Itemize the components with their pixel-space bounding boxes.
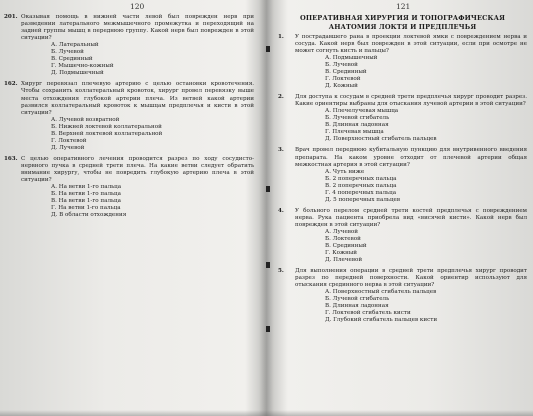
question-number: 2. — [278, 94, 284, 101]
answer-option: Б. 2 поперечных пальца — [325, 175, 397, 182]
question-number: 5. — [278, 268, 284, 275]
right-question-list — [278, 34, 527, 324]
answer-option: Д. Плечевой — [325, 257, 363, 264]
answer-option: Д. В области отхождения — [51, 212, 127, 219]
answer-option: Д. Поверхностный сгибатель пальцев — [325, 136, 437, 143]
answer-option: Г. На ветви 1-го пальца — [51, 205, 121, 212]
answer-option: Б. Лучевой сгибатель — [325, 115, 390, 122]
answer-options — [21, 42, 254, 77]
answer-option: Г. Кожный — [325, 250, 358, 257]
answer-option: Г. 4 поперечных пальца — [325, 189, 397, 196]
answer-option: Г. Локтевой сгибатель кисти — [325, 310, 411, 317]
answer-option: А. Чуть ниже — [325, 168, 365, 175]
answer-option: В. 2 поперечных пальца — [325, 182, 397, 189]
answer-options — [295, 108, 527, 143]
answer-option: В. На ветви 1-го пальца — [51, 198, 121, 205]
answer-option: Г. Плечевая мышца — [325, 129, 384, 136]
question-162 — [4, 81, 254, 151]
answer-option: А. Поверхностный сгибатель пальцев — [325, 289, 437, 296]
answer-option: Г. Локтевой — [51, 137, 87, 144]
question-4 — [278, 208, 527, 264]
answer-option: А. Плечелучевая мышца — [325, 108, 399, 115]
question-number: 4. — [278, 207, 284, 214]
question-number: 162. — [4, 81, 18, 88]
question-201 — [4, 14, 254, 77]
answer-option: А. Латеральный — [51, 42, 99, 49]
question-number: 1. — [278, 34, 284, 40]
question-text: Для доступа к сосудам в средней трети предплечья хирург проводит разрез. Какие ориентиры выбраны для отыскания лучевой артерии в этой ситуации? — [295, 94, 527, 108]
answer-option: В. Срединный — [51, 56, 93, 63]
answer-option: А. Лучевой — [325, 229, 359, 236]
answer-option: А. На ветви 1-го пальца — [51, 184, 122, 191]
question-text: Оказывая помощь в нижней части левой был поврежден нерв при разведении латерального межмышечного промежутка и переходящий на задней группы мышц в переднюю группу. Какой нерв был поврежден в этой ситуации? — [21, 14, 254, 42]
right-page — [270, 0, 533, 416]
answer-option: В. Верхней локтевой коллатеральной — [51, 130, 163, 137]
left-page-number: 120 — [130, 2, 145, 11]
answer-options — [295, 169, 527, 204]
answer-option: В. Срединный — [325, 69, 367, 76]
answer-option: В. Срединный — [325, 243, 367, 250]
answer-option: Г. Локтевой — [325, 76, 361, 83]
answer-option: Б. Нижней локтевой коллатеральной — [51, 123, 162, 130]
question-1 — [278, 34, 527, 90]
answer-option: Б. Локтевой — [325, 236, 361, 243]
question-5 — [278, 268, 527, 324]
answer-option: А. Лучевой возвратной — [51, 116, 120, 123]
answer-option: Б. Лучевой — [325, 62, 358, 69]
question-number: 201. — [4, 14, 18, 20]
answer-option: В. Длинная ладонная — [325, 122, 389, 129]
answer-options — [21, 184, 254, 219]
answer-option: Б. Лучевой сгибатель — [325, 296, 390, 303]
page-bottom-shadow — [0, 410, 533, 416]
question-163 — [4, 156, 254, 219]
answer-option: Д. Подмышечный — [51, 70, 104, 77]
question-3 — [278, 147, 527, 203]
question-number: 163. — [4, 155, 18, 162]
answer-option: Б. На ветви 1-го пальца — [51, 191, 121, 198]
left-page — [0, 0, 262, 416]
question-number: 3. — [278, 147, 284, 154]
answer-option: В. Длинная ладонная — [325, 303, 389, 310]
answer-options — [21, 117, 254, 152]
left-question-list — [4, 14, 254, 219]
question-text: Врач провел переднюю кубитальную пункцию для внутривенного введения препарата. На каком уровне отходит от плечевой артерии общая межкостная артерия в этой ситуации? — [295, 147, 527, 168]
answer-options — [295, 55, 527, 90]
answer-option: Д. Лучевой — [51, 144, 85, 151]
answer-option: Д. Кожный — [325, 83, 358, 90]
answer-option: А. Подмышечный — [325, 55, 378, 62]
answer-options — [295, 229, 527, 264]
question-text: У больного перелом средней трети костей предплечья с повреждением нерва. Рука пациента приобрела вид «висячей кисти». Какой нерв был поврежден в этой ситуации? — [295, 207, 527, 228]
answer-option: Б. Лучевой — [51, 49, 84, 56]
question-2 — [278, 94, 527, 143]
section-title: ОПЕРАТИВНАЯ ХИРУРГИЯ И ТОПОГРАФИЧЕСКАЯ АНАТОМИЯ ЛОКТЯ И ПРЕДПЛЕЧЬЯ — [299, 14, 506, 31]
question-text: Для выполнения операции в средней трети предплечья хирург проводит разрез по передней поверхности. Какой ориентир используют для отыскания срединного нерва в этой ситуации? — [295, 268, 527, 289]
question-text: У пострадавшего рана в проекции локтевой ямки с повреждением нерва и сосуда. Какой нерв был поврежден в этой ситуации, если при осмотре не может согнуть кисть и пальцы? — [295, 34, 527, 55]
right-page-number: 121 — [396, 2, 411, 11]
answer-option: Д. Глубокий сгибатель пальцев кисти — [325, 317, 438, 324]
answer-options — [295, 289, 527, 324]
answer-option: Г. Мышечно-кожный — [51, 63, 114, 70]
question-text: С целью оперативного лечения проводится разрез по ходу сосудисто-нервного пучка в средней трети плеча. На какие ветви следует обратить внимание хирургу, чтобы не повредить глубокую артерию плеча в этой ситуации? — [21, 155, 254, 184]
answer-option: Д. 5 поперечных пальцев — [325, 196, 400, 203]
question-text: Хирург перевязал плечевую артерию с целью остановки кровотечения. Чтобы сохранить коллатеральный кровоток, хирург провел перевязку выше места отхождения глубокой артерии плеча. Из ветвей какой артерии развился коллатеральный кровоток к мышцам предплечья и кисти в этой ситуации? — [21, 81, 254, 116]
